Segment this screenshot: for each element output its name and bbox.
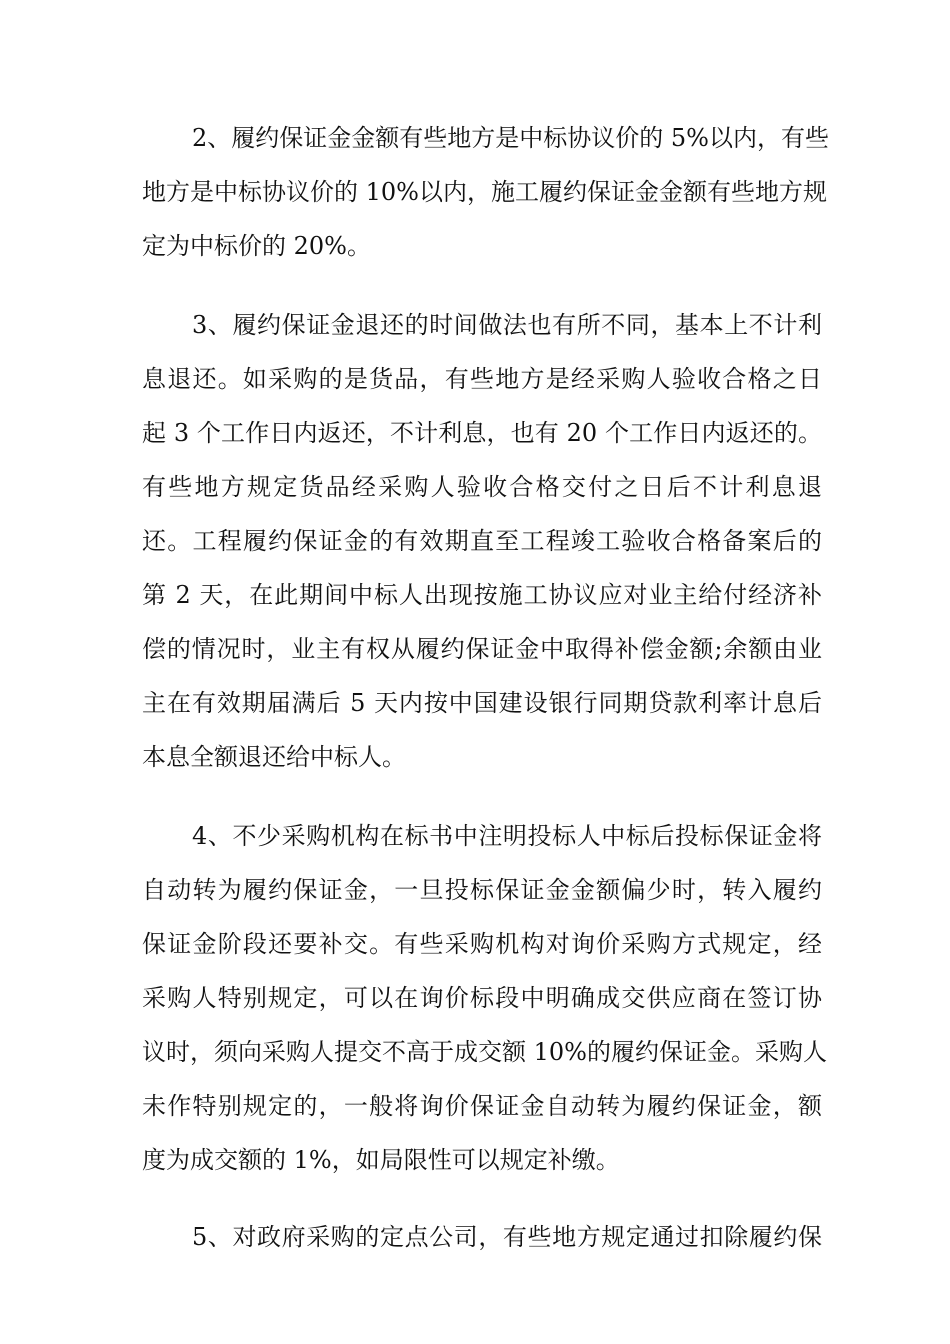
- paragraph-3-line-1: 3、履约保证金退还的时间做法也有所不同，基本上不计利: [192, 311, 822, 339]
- paragraph-3-line-6: 第 2 天，在此期间中标人出现按施工协议应对业主给付经济补: [142, 581, 822, 609]
- paragraph-3-line-7: 偿的情况时，业主有权从履约保证金中取得补偿金额;余额由业: [142, 635, 822, 663]
- paragraph-2-line-1: 2、履约保证金金额有些地方是中标协议价的 5%以内，有些: [192, 124, 829, 152]
- paragraph-3-line-3: 起 3 个工作日内返还，不计利息，也有 20 个工作日内返还的。: [142, 419, 822, 447]
- paragraph-4-line-3: 保证金阶段还要补交。有些采购机构对询价采购方式规定，经: [142, 930, 822, 958]
- paragraph-3-line-4: 有些地方规定货品经采购人验收合格交付之日后不计利息退: [142, 473, 822, 501]
- paragraph-4-line-4: 采购人特别规定，可以在询价标段中明确成交供应商在签订协: [142, 984, 822, 1012]
- paragraph-5-line-1: 5、对政府采购的定点公司，有些地方规定通过扣除履约保: [192, 1223, 822, 1251]
- paragraph-4-line-2: 自动转为履约保证金，一旦投标保证金金额偏少时，转入履约: [142, 876, 822, 904]
- paragraph-3-line-5: 还。工程履约保证金的有效期直至工程竣工验收合格备案后的: [142, 527, 822, 555]
- paragraph-2-line-3: 定为中标价的 20%。: [142, 232, 371, 260]
- paragraph-3-line-2: 息退还。如采购的是货品，有些地方是经采购人验收合格之日: [142, 365, 822, 393]
- paragraph-3-line-9: 本息全额退还给中标人。: [142, 743, 406, 771]
- paragraph-4-line-6: 未作特别规定的，一般将询价保证金自动转为履约保证金，额: [142, 1092, 822, 1120]
- paragraph-2-line-2: 地方是中标协议价的 10%以内，施工履约保证金金额有些地方规: [142, 178, 827, 206]
- paragraph-4-line-7: 度为成交额的 1%，如局限性可以规定补缴。: [142, 1146, 620, 1174]
- paragraph-4-line-1: 4、不少采购机构在标书中注明投标人中标后投标保证金将: [192, 822, 822, 850]
- paragraph-3-line-8: 主在有效期届满后 5 天内按中国建设银行同期贷款利率计息后: [142, 689, 822, 717]
- paragraph-4-line-5: 议时，须向采购人提交不高于成交额 10%的履约保证金。采购人: [142, 1038, 827, 1066]
